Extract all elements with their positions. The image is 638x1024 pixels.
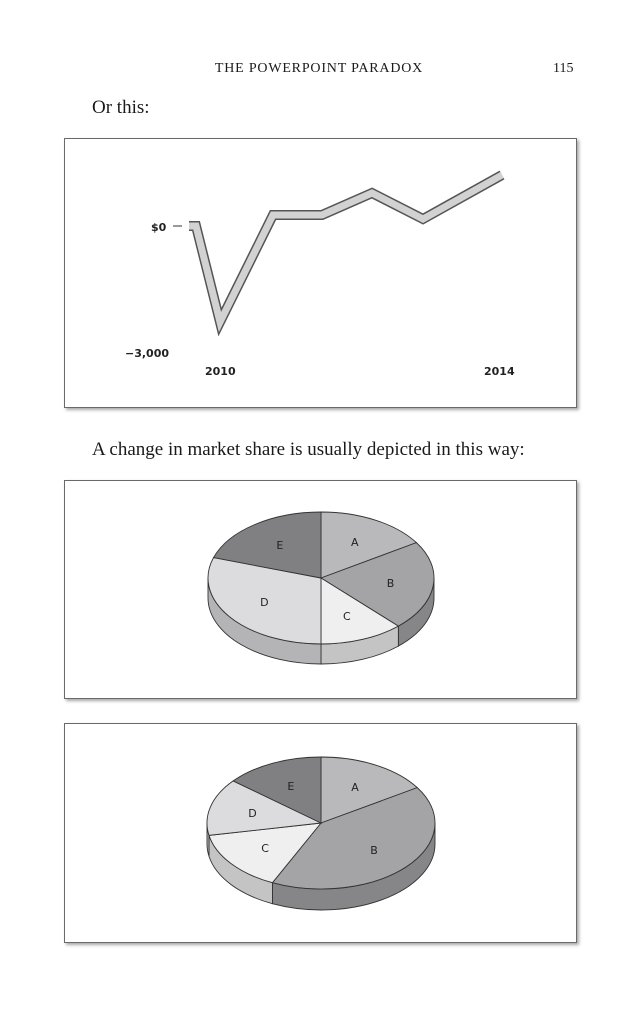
pie-slice-label-d: D [260, 596, 269, 610]
pie-slice-label-a: A [350, 536, 359, 550]
x-tick-end: 2014 [484, 365, 515, 378]
market-share-paragraph: A change in market share is usually depicted in this way: [92, 439, 525, 460]
figure-line-chart [64, 138, 577, 408]
pie-slice-label-c: C [261, 842, 269, 856]
pie-slice-label-e: E [287, 779, 295, 793]
pie-chart-2 [65, 724, 576, 942]
pie-slice-label-a: A [351, 781, 359, 795]
pie-slice-label-e: E [276, 538, 284, 552]
pie-chart-1 [65, 481, 576, 698]
line-series [189, 175, 502, 322]
page-number: 115 [553, 61, 574, 76]
running-head: THE POWERPOINT PARADOX [214, 61, 424, 76]
pie-slice-label-b: B [386, 577, 395, 591]
x-tick-start: 2010 [205, 365, 236, 378]
figure-pie-chart-2 [64, 723, 577, 943]
pie-slice-label-d: D [248, 806, 257, 820]
y-tick-zero: $0 [151, 221, 167, 234]
line-chart [65, 139, 576, 407]
figure-pie-chart-1 [64, 480, 577, 699]
pie-slice-label-c: C [342, 610, 351, 624]
intro-paragraph: Or this: [92, 97, 150, 118]
pie-slice-label-b: B [370, 844, 378, 858]
y-tick-min: −3,000 [125, 347, 170, 360]
